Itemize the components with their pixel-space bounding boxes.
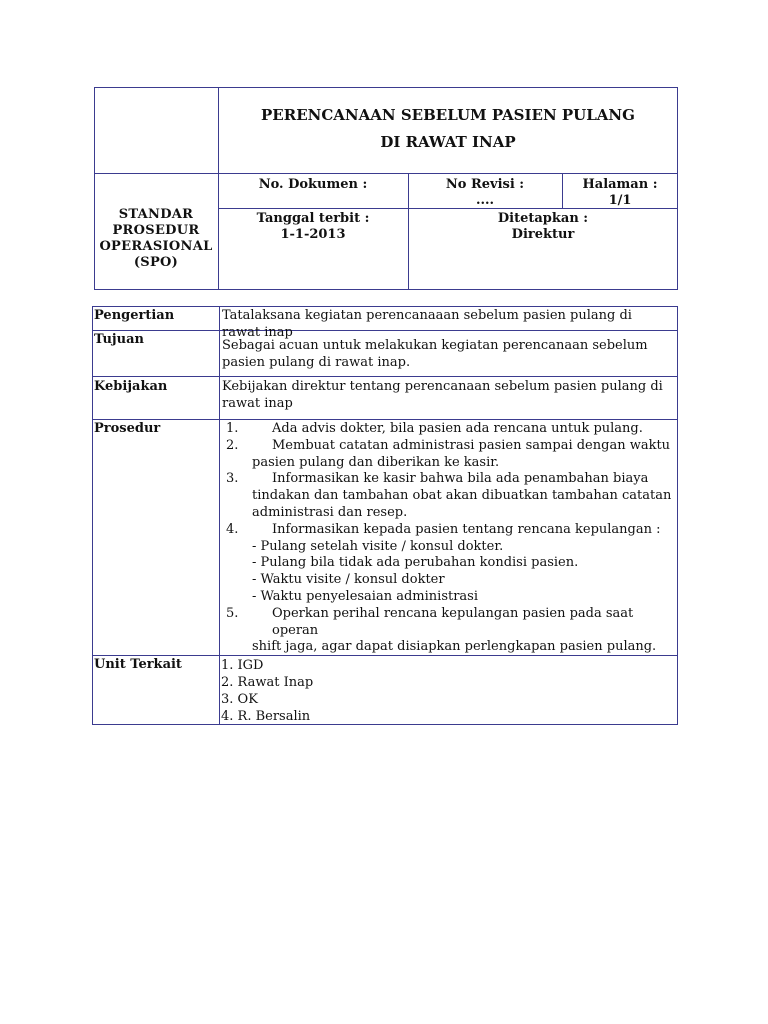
document-title-line2: DI RAWAT INAP xyxy=(380,133,516,151)
no-dokumen-label: No. Dokumen : xyxy=(258,177,368,192)
list-item xyxy=(222,522,674,606)
step-text: shift jaga, agar dapat disiapkan perlengkapan pasien pulang. xyxy=(252,639,657,655)
list-item: 4. R. Bersalin xyxy=(221,709,311,724)
list-item xyxy=(222,421,674,438)
step-subitem: - Waktu visite / konsul dokter xyxy=(252,572,445,588)
step-number: 3. xyxy=(226,471,239,487)
pengertian-text: Tatalaksana kegiatan perencanaaan sebelum pasien pulang di rawat inap xyxy=(222,308,632,340)
content-divider-vertical xyxy=(219,306,220,725)
step-text: Informasikan kepada pasien tentang rencana kepulangan : xyxy=(272,521,661,537)
document-title-line1: PERENCANAAN SEBELUM PASIEN PULANG xyxy=(261,106,635,124)
spo-label xyxy=(94,207,218,271)
ditetapkan-value: Direktur xyxy=(511,227,575,242)
halaman-label: Halaman : xyxy=(582,177,658,192)
step-number: 1. xyxy=(226,421,239,436)
kebijakan-label: Kebijakan xyxy=(94,379,168,394)
no-revisi-value: .... xyxy=(475,193,495,208)
step-text: Operkan perihal rencana kepulangan pasien pada saat operan xyxy=(272,605,634,638)
tanggal-cell xyxy=(218,211,408,243)
spo-line: OPERASIONAL xyxy=(99,239,213,254)
spo-line: PROSEDUR xyxy=(112,223,200,238)
list-item xyxy=(222,606,674,656)
header-divider-horizontal xyxy=(94,173,678,174)
tujuan-label: Tujuan xyxy=(94,332,144,347)
pengertian-label: Pengertian xyxy=(94,308,175,323)
halaman-value: 1/1 xyxy=(608,193,632,208)
row-divider xyxy=(92,419,678,420)
step-number: 5. xyxy=(226,605,239,621)
ditetapkan-cell xyxy=(408,211,678,243)
list-item: 3. OK xyxy=(221,692,258,707)
step-text: Informasikan ke kasir bahwa bila ada penambahan biaya xyxy=(272,471,649,487)
row-divider xyxy=(92,376,678,377)
spo-line: STANDAR xyxy=(118,207,194,222)
no-revisi-label: No Revisi : xyxy=(445,177,525,192)
kebijakan-text: Kebijakan direktur tentang perencanaan sebelum pasien pulang di rawat inap xyxy=(222,379,663,411)
step-text: Ada advis dokter, bila pasien ada rencana untuk pulang. xyxy=(272,421,643,436)
unit-terkait-label: Unit Terkait xyxy=(94,657,182,672)
step-subitem: - Waktu penyelesaian administrasi xyxy=(252,588,479,604)
tanggal-label: Tanggal terbit : xyxy=(256,211,370,226)
unit-terkait-list xyxy=(221,657,673,725)
list-item: 2. Rawat Inap xyxy=(221,675,314,690)
list-item xyxy=(222,471,674,521)
step-text: pasien pulang dan diberikan ke kasir. xyxy=(252,454,500,470)
step-number: 2. xyxy=(226,437,239,453)
step-text: tindakan dan tambahan obat akan dibuatkan tambahan catatan xyxy=(252,488,672,504)
list-item: 1. IGD xyxy=(221,658,264,673)
step-subitem: - Pulang setelah visite / konsul dokter. xyxy=(252,538,504,554)
spo-line: (SPO) xyxy=(133,255,179,270)
step-subitem: - Pulang bila tidak ada perubahan kondisi pasien. xyxy=(252,555,579,571)
step-number: 4. xyxy=(226,521,239,537)
step-text: Membuat catatan administrasi pasien sampai dengan waktu xyxy=(272,437,671,453)
list-item xyxy=(222,438,674,472)
no-revisi-cell xyxy=(408,177,562,209)
tujuan-text: Sebagai acuan untuk melakukan kegiatan perencanaan sebelum pasien pulang di rawat inap. xyxy=(222,338,648,370)
prosedur-list xyxy=(222,421,674,656)
tanggal-value: 1-1-2013 xyxy=(280,227,346,242)
prosedur-label: Prosedur xyxy=(94,421,161,436)
halaman-cell xyxy=(562,177,678,209)
ditetapkan-label: Ditetapkan : xyxy=(497,211,589,226)
step-text: administrasi dan resep. xyxy=(252,504,408,520)
